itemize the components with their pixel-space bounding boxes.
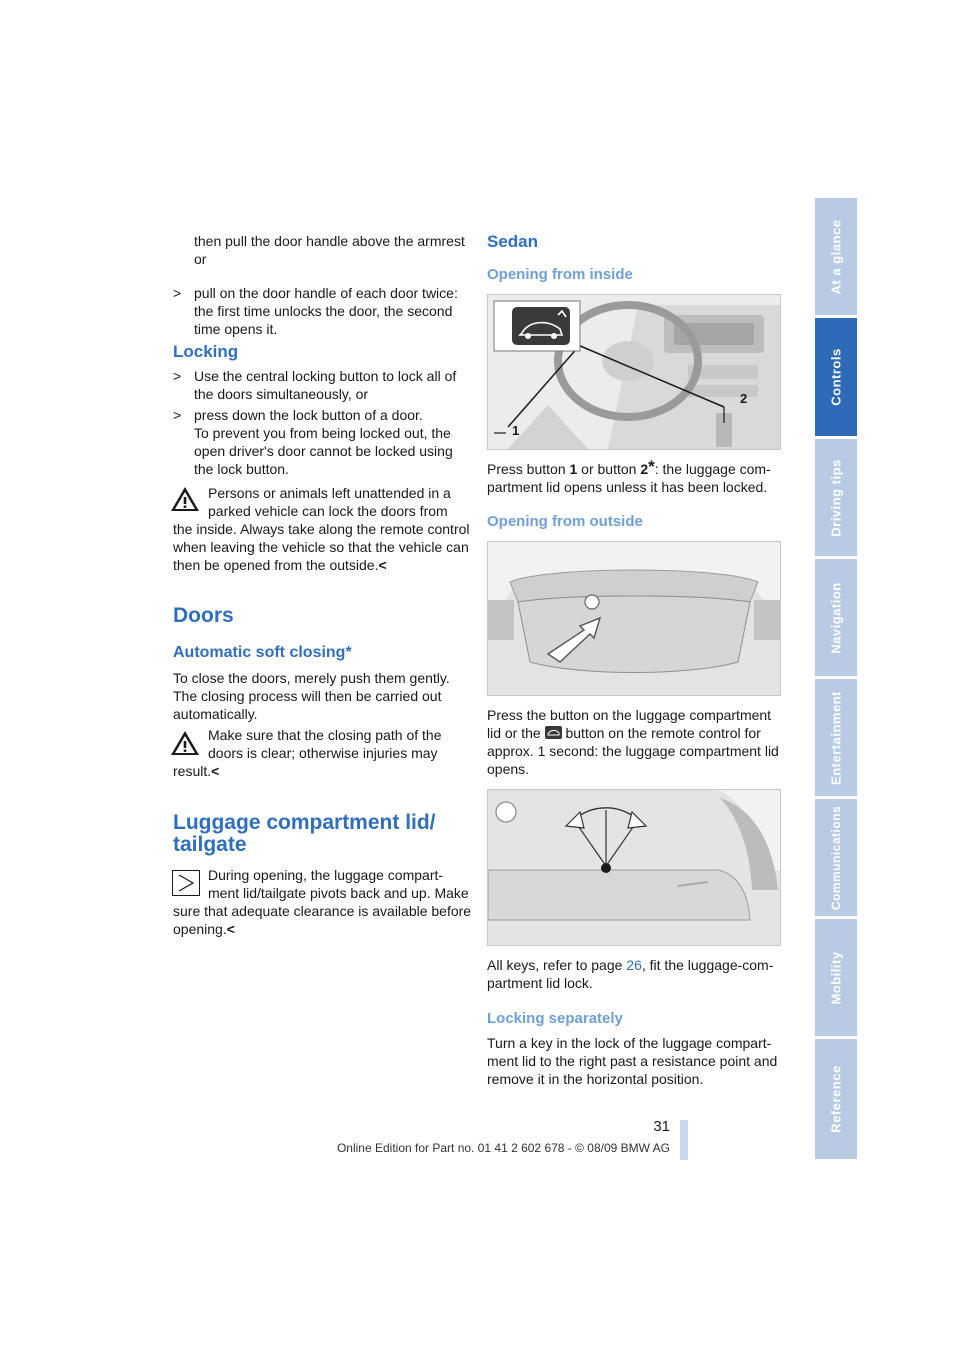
end-mark: < [211,763,220,779]
section-heading-locking: Locking [173,342,239,361]
end-mark: < [226,921,235,937]
warning-icon [170,486,200,512]
edition-footer: Online Edition for Part no. 01 41 2 602 678 - © 08/09 BMW AG [336,1141,670,1155]
callout-label: 2 [740,391,748,406]
section-heading-luggage: Luggage compartment lid/ [173,811,436,834]
option-star: * [648,457,655,476]
subheading-soft-closing: Automatic soft closing* [173,644,352,661]
bullet-mark: > [173,368,182,384]
continued-text: or [194,251,207,267]
warning-icon [170,730,200,756]
trunk-drawing [488,542,780,695]
section-heading-sedan: Sedan [487,232,539,251]
tab-driving-tips[interactable]: Driving tips [815,439,857,556]
trunk-button-icon [545,726,562,739]
tab-reference[interactable]: Reference [815,1039,857,1159]
note-icon [172,870,200,896]
tab-entertainment[interactable]: Entertainment [815,679,857,796]
end-mark: < [378,557,387,573]
subheading-opening-outside: Opening from outside [487,513,643,530]
instruction-text: Press button 1 or button 2*: the luggage com- [487,457,771,477]
continued-text: then pull the door handle above the armrest [194,233,465,249]
subheading-opening-inside: Opening from inside [487,266,633,283]
page-number: 31 [653,1118,670,1135]
bullet-mark: > [173,285,182,301]
tab-mobility[interactable]: Mobility [815,919,857,1036]
section-heading-doors: Doors [173,604,234,627]
page-link[interactable]: 26 [626,957,642,973]
callout-label: 1 [512,423,520,438]
subheading-locking-separately: Locking separately [487,1010,623,1027]
section-heading-luggage: tailgate [173,833,247,856]
interior-drawing [488,295,780,449]
trunk-exterior-illustration [487,541,781,696]
note-text: During opening, the luggage compart- [208,867,444,883]
lock-drawing [488,790,780,945]
page-marker-bar [680,1120,688,1160]
tab-at-a-glance[interactable]: At a glance [815,198,857,315]
interior-illustration [487,294,781,450]
tab-communications[interactable]: Communications [815,799,857,916]
tab-controls[interactable]: Controls [815,318,857,436]
warning-text: Make sure that the closing path of the [208,727,442,743]
instruction-text: Press the button on the luggage compartment [487,707,772,723]
bullet-mark: > [173,407,182,423]
instruction-text: All keys, refer to page 26, fit the luggage-com- [487,957,774,973]
tab-navigation[interactable]: Navigation [815,559,857,676]
warning-text: Persons or animals left unattended in a [208,485,451,501]
lid-lock-illustration [487,789,781,946]
